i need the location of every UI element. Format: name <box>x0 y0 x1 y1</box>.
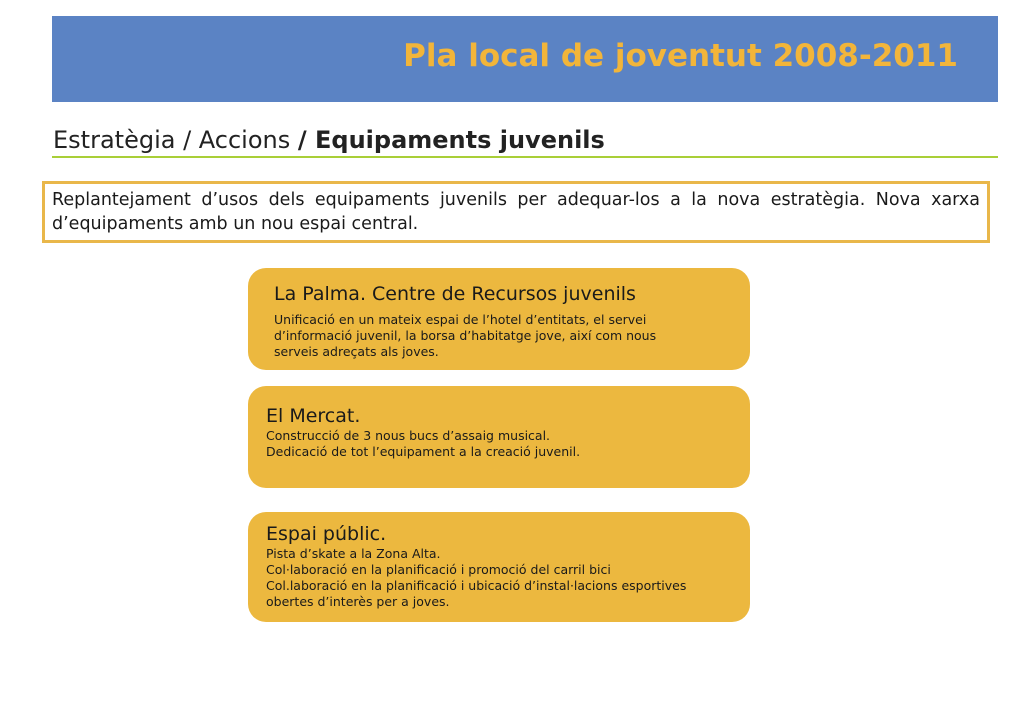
card-line: d’informació juvenil, la borsa d’habitatge jove, així com nous <box>274 328 657 343</box>
card-line: Dedicació de tot l’equipament a la creació juvenil. <box>266 444 581 459</box>
card-line: Col.laboració en la planificació i ubicació d’instal·lacions esportives <box>266 578 687 593</box>
card-line: serveis adreçats als joves. <box>274 344 439 359</box>
card-line: obertes d’interès per a joves. <box>266 594 450 609</box>
card-espai-public <box>248 512 750 622</box>
card-la-palma <box>248 268 750 370</box>
page-title: Pla local de joventut 2008-2011 <box>403 38 958 74</box>
card-el-mercat <box>248 386 750 488</box>
section-title: Equipaments juvenils <box>315 126 605 154</box>
header-banner <box>52 16 998 102</box>
card-line: Construcció de 3 nous bucs d’assaig musical. <box>266 428 551 443</box>
card-body <box>266 428 730 460</box>
card-line: Col·laboració en la planificació i promoció del carril bici <box>266 562 611 577</box>
card-body <box>274 312 730 360</box>
card-title: El Mercat. <box>266 405 361 427</box>
card-title: La Palma. Centre de Recursos juvenils <box>274 283 636 305</box>
card-body <box>266 546 730 610</box>
intro-text: Replantejament d’usos dels equipaments juvenils per adequar-los a la nova estratègia. Nova xarxa d’equipaments amb un nou espai central. <box>52 190 980 234</box>
card-line: Unificació en un mateix espai de l’hotel d’entitats, el servei <box>274 312 647 327</box>
breadcrumb-separator: / <box>297 126 315 154</box>
breadcrumb: Estratègia / Accions <box>53 126 298 154</box>
intro-box <box>42 181 990 243</box>
heading-divider <box>52 156 998 158</box>
card-title: Espai públic. <box>266 523 387 545</box>
section-heading <box>53 126 605 154</box>
card-line: Pista d’skate a la Zona Alta. <box>266 546 441 561</box>
